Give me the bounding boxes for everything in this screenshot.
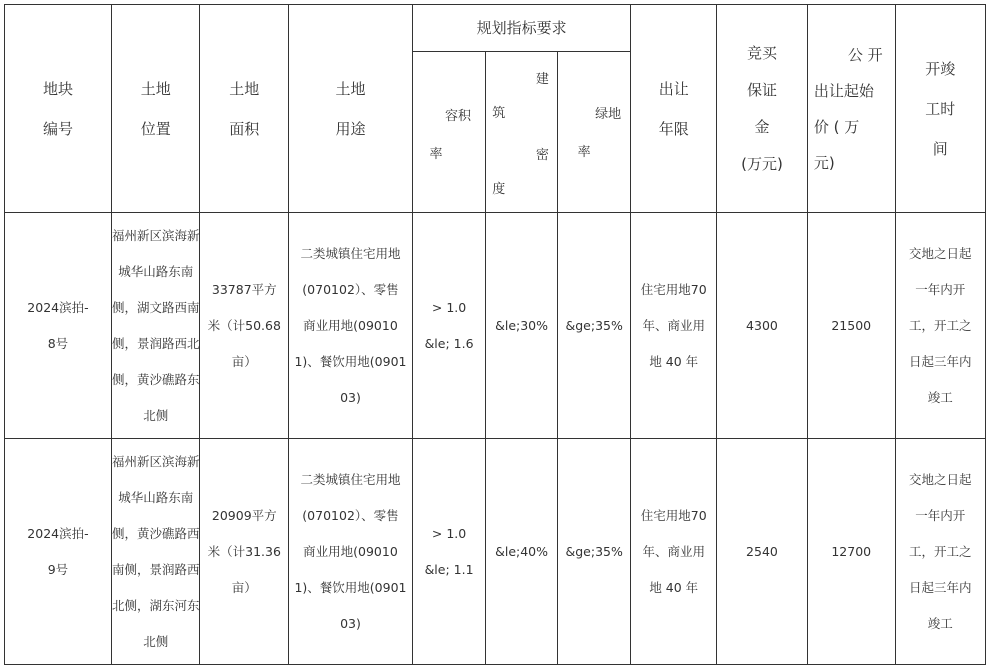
cell-deposit: 2540 [717,439,808,665]
cell-green: &ge;35% [557,213,631,439]
header-schedule: 开竣 工时 间 [895,5,985,213]
table-row [5,213,986,439]
cell-schedule: 交地之日起 一年内开 工，开工之 日起三年内 竣工 [895,439,985,665]
header-location: 土地 位置 [111,5,200,213]
header-start-price: 公 开 出让起始 价 ( 万 元) [807,5,895,213]
header-area: 土地 面积 [200,5,289,213]
cell-density: &le;40% [486,439,558,665]
cell-location: 福州新区滨海新 城华山路东南 侧，湖文路西南 侧，景润路西北 侧，黄沙礁路东 北侧 [111,213,200,439]
table-row [5,439,986,665]
header-use: 土地 用途 [289,5,413,213]
cell-area: 20909平方 米（计31.36 亩） [200,439,289,665]
cell-density: &le;30% [486,213,558,439]
cell-far: > 1.0 &le; 1.1 [412,439,485,665]
cell-location: 福州新区滨海新 城华山路东南 侧，黄沙礁路西 南侧，景润路西 北侧，湖东河东 北侧 [111,439,200,665]
cell-term: 住宅用地70 年、商业用 地 40 年 [631,439,717,665]
cell-far: > 1.0 &le; 1.6 [412,213,485,439]
header-term: 出让 年限 [631,5,717,213]
cell-start-price: 21500 [807,213,895,439]
cell-plot-no: 2024滨拍- 9号 [5,439,112,665]
header-far: 容积 率 [412,52,485,213]
cell-plot-no: 2024滨拍- 8号 [5,213,112,439]
header-density: 建 筑 密 度 [486,52,558,213]
header-deposit: 竞买 保证 金 (万元) [717,5,808,213]
cell-deposit: 4300 [717,213,808,439]
cell-use: 二类城镇住宅用地 (070102）、零售 商业用地(09010 1)、餐饮用地(0901 03) [289,213,413,439]
header-planning-group: 规划指标要求 [412,5,631,52]
cell-schedule: 交地之日起 一年内开 工，开工之 日起三年内 竣工 [895,213,985,439]
land-auction-table [4,4,986,665]
header-green: 绿地 率 [557,52,631,213]
cell-start-price: 12700 [807,439,895,665]
cell-area: 33787平方 米（计50.68 亩） [200,213,289,439]
cell-use: 二类城镇住宅用地 (070102）、零售 商业用地(09010 1)、餐饮用地(0901 03) [289,439,413,665]
header-plot-no: 地块 编号 [5,5,112,213]
cell-term: 住宅用地70 年、商业用 地 40 年 [631,213,717,439]
cell-green: &ge;35% [557,439,631,665]
